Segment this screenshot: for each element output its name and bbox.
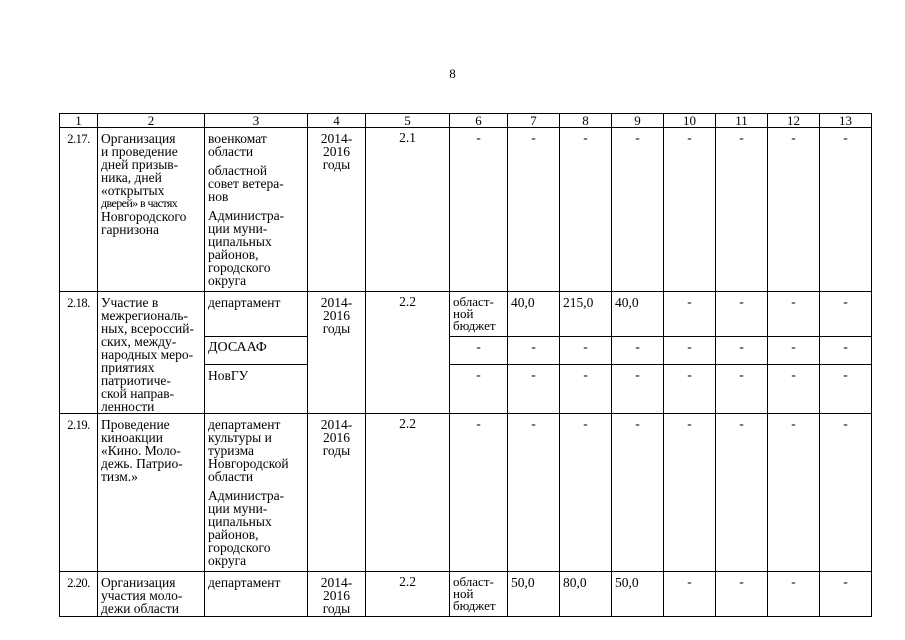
value-cell: - (508, 337, 560, 364)
value-cell: - (716, 572, 768, 617)
measure-number: 2.17. (60, 128, 98, 292)
column-header: 2 (98, 114, 205, 128)
column-header: 6 (450, 114, 508, 128)
executor: НовГУ (205, 364, 308, 413)
value-cell: - (820, 337, 872, 364)
executor: областной совет ветера- нов (208, 163, 284, 204)
value-cell: - (664, 337, 716, 364)
executor: военкомат области (208, 131, 267, 159)
value-cell: - (560, 337, 612, 364)
measure-number: 2.20. (60, 572, 98, 617)
value-cell: - (820, 292, 872, 337)
value-cell: - (716, 337, 768, 364)
source-cell: - (450, 414, 508, 572)
value-cell: - (820, 414, 872, 572)
indicator-cell: 2.2 (366, 572, 450, 617)
value-cell: - (664, 364, 716, 413)
value-cell: 80,0 (560, 572, 612, 617)
source-cell: - (450, 364, 508, 413)
value-cell: - (716, 414, 768, 572)
value-cell: - (508, 128, 560, 292)
table-row (60, 292, 872, 337)
value-cell: - (768, 364, 820, 413)
value-cell: 50,0 (612, 572, 664, 617)
executors-cell (205, 128, 308, 292)
executor: департамент культуры и туризма Новгородской области (208, 417, 289, 484)
column-header: 5 (366, 114, 450, 128)
table-row (60, 414, 872, 572)
value-cell: - (716, 292, 768, 337)
measure-name: Организация и проведение дней призыв- ника, дней «открытых дверей» в частях Новгородского гарнизона (98, 128, 205, 292)
value-cell: 40,0 (612, 292, 664, 337)
table-row (60, 572, 872, 617)
column-header: 8 (560, 114, 612, 128)
value-cell: - (768, 292, 820, 337)
column-header: 3 (205, 114, 308, 128)
value-cell: - (820, 572, 872, 617)
value-cell: - (612, 364, 664, 413)
value-cell: - (612, 128, 664, 292)
value-cell: - (560, 364, 612, 413)
value-cell: - (560, 414, 612, 572)
indicator-cell: 2.2 (366, 292, 450, 414)
column-header: 9 (612, 114, 664, 128)
column-header: 4 (308, 114, 366, 128)
executor: Администра- ции муни- ципальных районов, городского округа (208, 488, 285, 568)
value-cell: - (820, 128, 872, 292)
value-cell: - (820, 364, 872, 413)
column-header: 12 (768, 114, 820, 128)
source-cell: област- ной бюджет (450, 572, 508, 617)
indicator-cell: 2.2 (366, 414, 450, 572)
indicator-cell: 2.1 (366, 128, 450, 292)
measure-number: 2.19. (60, 414, 98, 572)
value-cell: 215,0 (560, 292, 612, 337)
source-cell: област- ной бюджет (450, 292, 508, 337)
measure-name: Участие в межрегиональ- ных, всероссий- ских, между- народных меро- приятиях патриотиче- ской направ- ленности (98, 292, 205, 414)
column-header: 11 (716, 114, 768, 128)
column-header: 10 (664, 114, 716, 128)
value-cell: - (612, 414, 664, 572)
value-cell: - (508, 414, 560, 572)
table-header-row (60, 114, 872, 128)
value-cell: - (768, 128, 820, 292)
executor: Администра- ции муни- ципальных районов, городского округа (208, 208, 285, 288)
program-measures-table (59, 113, 872, 617)
period-cell: 2014- 2016 годы (308, 414, 366, 572)
measure-name: Проведение киноакции «Кино. Моло- дежь. Патрио- тизм.» (98, 414, 205, 572)
value-cell: - (768, 414, 820, 572)
period-cell: 2014- 2016 годы (308, 572, 366, 617)
value-cell: - (664, 128, 716, 292)
executor: департамент (205, 292, 308, 337)
measure-number: 2.18. (60, 292, 98, 414)
value-cell: - (768, 337, 820, 364)
column-header: 7 (508, 114, 560, 128)
value-cell: - (664, 414, 716, 572)
source-cell: - (450, 128, 508, 292)
value-cell: - (716, 364, 768, 413)
table-row (60, 128, 872, 292)
executor: ДОСААФ (205, 337, 308, 364)
period-cell: 2014- 2016 годы (308, 292, 366, 414)
value-cell: - (664, 572, 716, 617)
measure-name: Организация участия моло- дежи области (98, 572, 205, 617)
column-header: 1 (60, 114, 98, 128)
value-cell: - (612, 337, 664, 364)
column-header: 13 (820, 114, 872, 128)
value-cell: 50,0 (508, 572, 560, 617)
value-cell: - (508, 364, 560, 413)
value-cell: - (560, 128, 612, 292)
executor: департамент (205, 572, 308, 617)
value-cell: - (716, 128, 768, 292)
value-cell: - (664, 292, 716, 337)
source-cell: - (450, 337, 508, 364)
value-cell: - (768, 572, 820, 617)
executors-cell (205, 414, 308, 572)
page-number: 8 (449, 66, 456, 81)
period-cell: 2014- 2016 годы (308, 128, 366, 292)
value-cell: 40,0 (508, 292, 560, 337)
